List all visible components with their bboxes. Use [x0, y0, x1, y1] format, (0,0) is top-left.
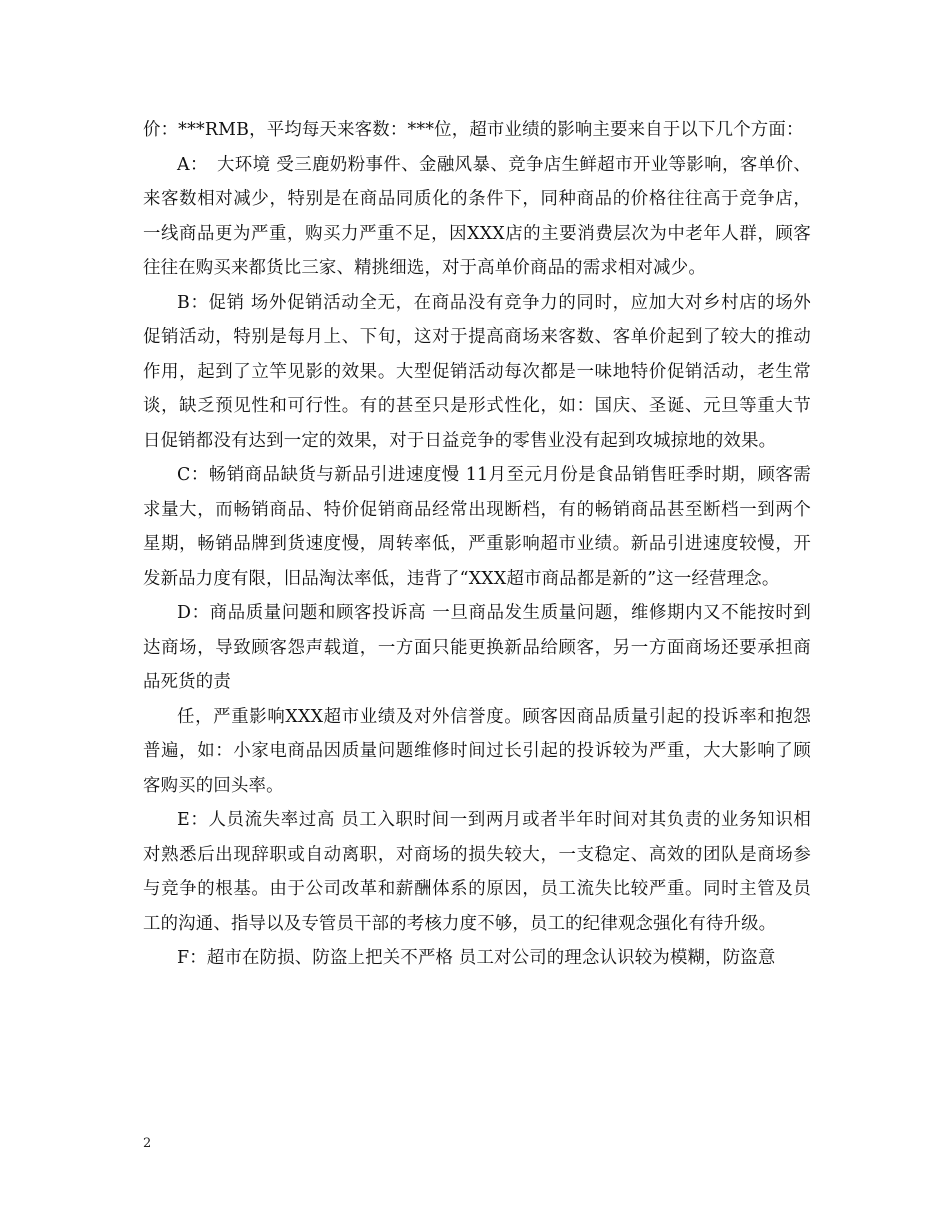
paragraph-f-loss-prevention: F：超市在防损、防盗上把关不严格 员工对公司的理念认识较为模糊，防盗意: [177, 948, 776, 968]
paragraph-a-environment: A： 大环境 受三鹿奶粉事件、金融风暴、竞争店生鲜超市开业等影响，客单价、来客数相对减少，特别是在商品同质化的条件下，同种商品的价格往往高于竞争店，一线商品更为严重，购买力严重不足，因XXX店的主要消费层次为中老年人群，顾客往往在购买来都货比三家、精挑细选，对于高单价商品的需求相对减少。: [143, 154, 811, 278]
paragraph-d-continued: 任，严重影响XXX超市业绩及对外信誉度。顾客因商品质量引起的投诉率和抱怨普遍，如：小家电商品因质量问题维修时间过长引起的投诉较为严重，大大影响了顾客购买的回头率。: [143, 706, 811, 796]
paragraph-c-stockout: C：畅销商品缺货与新品引进速度慢 11月至元月份是食品销售旺季时期，顾客需求量大，而畅销商品、特价促销商品经常出现断档，有的畅销商品甚至断档一到两个星期，畅销品牌到货速度慢，周转率低，严重影响超市业绩。新品引进速度较慢，开发新品力度有限，旧品淘汰率低，违背了“XXX超市商品都是新的”这一经营理念。: [143, 465, 811, 589]
paragraph-d-quality: D：商品质量问题和顾客投诉高 一旦商品发生质量问题，维修期内又不能按时到达商场，导致顾客怨声载道，一方面只能更换新品给顾客，另一方面商场还要承担商品死货的责: [143, 603, 811, 692]
paragraph-continuation: 价：***RMB，平均每天来客数：***位，超市业绩的影响主要来自于以下几个方面：: [143, 120, 804, 140]
paragraph-e-turnover: E：人员流失率过高 员工入职时间一到两月或者半年时间对其负责的业务知识相对熟悉后出现辞职或自动离职，对商场的损失较大，一支稳定、高效的团队是商场参与竞争的根基。由于公司改革和薪酬体系的原因，员工流失比较严重。同时主管及员工的沟通、指导以及专管员干部的考核力度不够，员工的纪律观念强化有待升级。: [143, 810, 811, 934]
document-body: [143, 113, 811, 976]
page-number: 2: [143, 1136, 152, 1151]
paragraph-b-promotion: B：促销 场外促销活动全无，在商品没有竞争力的同时，应加大对乡村店的场外促销活动，特别是每月上、下旬，这对于提高商场来客数、客单价起到了较大的推动作用，起到了立竿见影的效果。大型促销活动每次都是一味地特价促销活动，老生常谈，缺乏预见性和可行性。有的甚至只是形式性化，如：国庆、圣诞、元旦等重大节日促销都没有达到一定的效果，对于日益竞争的零售业没有起到攻城掠地的效果。: [143, 292, 811, 451]
